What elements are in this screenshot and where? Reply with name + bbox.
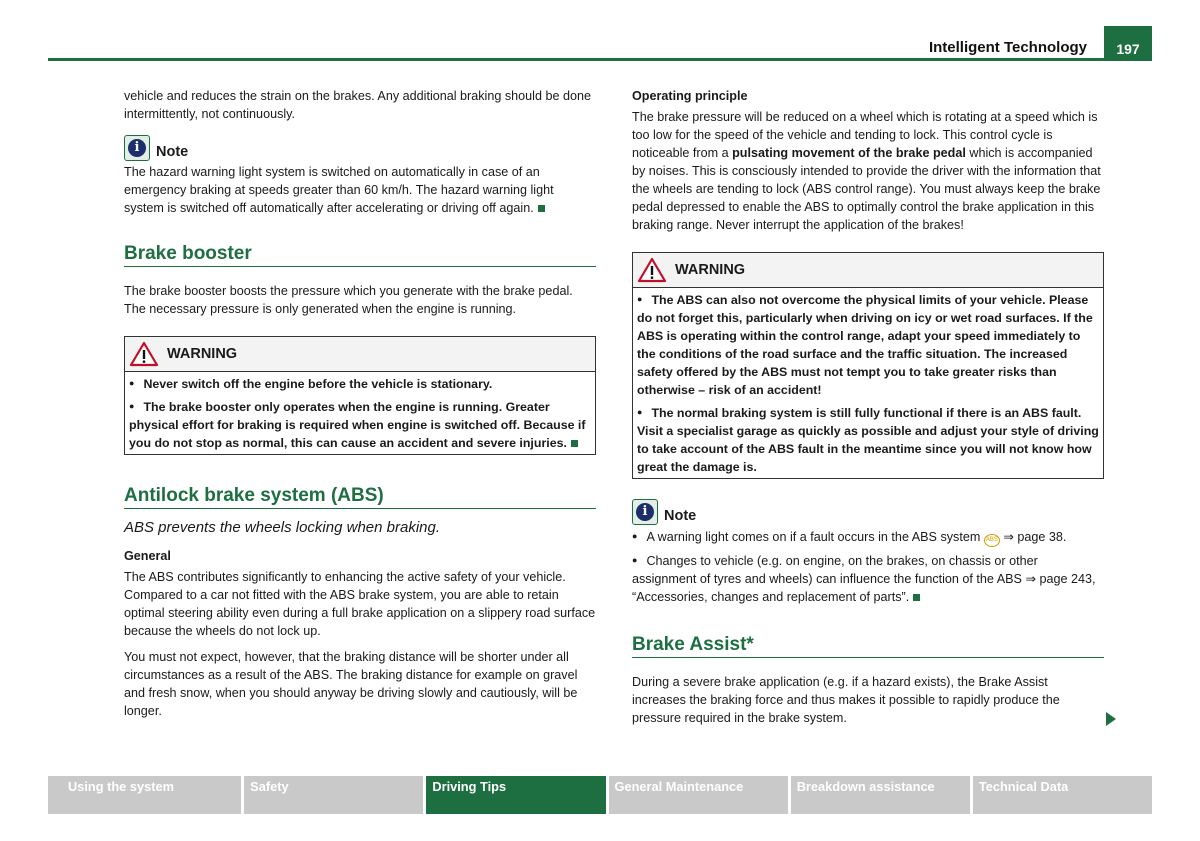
note-block: i Note ● A warning light comes on if a fault occurs in the ABS system ABS ⇒ page 38. ● Changes to vehicle (e.g. on engine, on the brakes, on chassis or other assignment of tyres and wheels) can influence the function of the ABS ⇒ page 243, “Accessories, changes and replacement of parts”. bbox=[632, 499, 1104, 606]
warning-title: WARNING bbox=[167, 346, 238, 362]
tab-general-maintenance[interactable]: General Maintenance bbox=[609, 776, 788, 814]
tab-technical-data[interactable]: Technical Data bbox=[973, 776, 1152, 814]
note-title: Note bbox=[664, 508, 697, 524]
running-header-title: Intelligent Technology bbox=[928, 39, 1087, 56]
tab-using-the-system[interactable]: Using the system bbox=[48, 776, 241, 814]
info-icon: i bbox=[124, 135, 150, 161]
brake-assist-heading: Brake Assist* bbox=[632, 636, 1104, 658]
warning-triangle-icon bbox=[637, 257, 667, 283]
abs-warning-light-icon: ABS bbox=[984, 534, 1000, 547]
info-icon: i bbox=[632, 499, 658, 525]
intro-paragraph: vehicle and reduces the strain on the brakes. Any additional braking should be done intermittently, not continuously. bbox=[124, 89, 591, 121]
warning-triangle-icon bbox=[129, 341, 159, 367]
chapter-tabs bbox=[48, 776, 1152, 814]
abs-general-paragraph-1: The ABS contributes significantly to enhancing the active safety of your vehicle. Compared to a car not fitted with the ABS brake system, you are able to retain optimal steering ability even during a full brake application on a slippery road surface because the wheels do not lock up. bbox=[124, 570, 596, 638]
end-mark-icon bbox=[538, 205, 545, 212]
warning-item: The brake booster only operates when the engine is running. Greater physical effort for braking is required when engine is switched off. Because if you do not stop as normal, this can cause an accident and severe injuries. bbox=[129, 400, 586, 450]
page-number: 197 bbox=[1104, 26, 1152, 60]
end-mark-icon bbox=[571, 440, 578, 447]
brake-booster-text: The brake booster boosts the pressure which you generate with the brake pedal. The necessary pressure is only generated when the engine is running. bbox=[124, 284, 573, 316]
note-title: Note bbox=[156, 144, 189, 160]
note-item: A warning light comes on if a fault occurs in the ABS system bbox=[646, 530, 981, 544]
header-rule bbox=[48, 58, 1152, 61]
note-item: Changes to vehicle (e.g. on engine, on the brakes, on chassis or other assignment of tyres and wheels) can influence the function of the ABS ⇒ page 243, “Accessories, changes and replacement of parts”. bbox=[632, 554, 1096, 604]
warning-item: ● The ABS can also not overcome the physical limits of your vehicle. Please do not forget this, particularly when driving on icy or wet road surfaces. If the ABS is operating within the control range, adapt your speed immediately to the conditions of the road surface and the traffic situation. The increased safety offered by the ABS must not tempt you to take greater risks than otherwise – risk of an accident! bbox=[637, 290, 1099, 399]
note-text: The hazard warning light system is switched on automatically in case of an emergency braking at speeds greater than 60 km/h. The hazard warning light system is switched off automatically after accelerating or driving off again. bbox=[124, 165, 554, 215]
abs-heading: Antilock brake system (ABS) bbox=[124, 487, 596, 509]
abs-general-paragraph-2: You must not expect, however, that the braking distance will be shorter under all circumstances as a result of the ABS. The braking distance for example on gravel and fresh snow, when you should anyway be driving slowly and cautiously, will be longer. bbox=[124, 650, 578, 718]
tab-driving-tips[interactable]: Driving Tips bbox=[426, 776, 605, 814]
left-column bbox=[124, 87, 596, 720]
warning-title: WARNING bbox=[675, 262, 746, 278]
warning-item: ● Never switch off the engine before the vehicle is stationary. bbox=[129, 374, 591, 393]
brake-booster-heading: Brake booster bbox=[124, 245, 596, 267]
tab-safety[interactable]: Safety bbox=[244, 776, 423, 814]
tab-breakdown-assistance[interactable]: Breakdown assistance bbox=[791, 776, 970, 814]
operating-principle-paragraph: The brake pressure will be reduced on a wheel which is rotating at a speed which is too low for the speed of the vehicle and tending to lock. This control cycle is noticeable from a pulsating movement of the brake pedal which is accompanied by noises. This is consciously intended to provide the driver with the information that the wheels are tending to lock (ABS control range). You must always keep the brake pedal depressed to enable the ABS to optimally control the brake application in this braking range. Never interrupt the application of the brakes! bbox=[632, 110, 1101, 232]
warning-box bbox=[632, 252, 1104, 479]
emphasis-text: pulsating movement of the brake pedal bbox=[732, 146, 966, 160]
general-subheading: General bbox=[124, 549, 171, 563]
warning-item: ● The normal braking system is still fully functional if there is an ABS fault. Visit a specialist garage as quickly as possible and adjust your style of driving to take account of the ABS fault in the meantime since you will not know how great the damage is. bbox=[637, 403, 1099, 476]
warning-box bbox=[124, 336, 596, 455]
right-column bbox=[632, 87, 1104, 727]
abs-lead: ABS prevents the wheels locking when braking. bbox=[124, 519, 441, 536]
next-page-arrow-icon[interactable] bbox=[1106, 712, 1116, 726]
end-mark-icon bbox=[913, 594, 920, 601]
brake-assist-text: During a severe brake application (e.g. if a hazard exists), the Brake Assist increases the braking force and thus makes it possible to rapidly produce the pressure required in the brake system. bbox=[632, 675, 1060, 725]
note-block bbox=[124, 135, 596, 217]
operating-principle-subheading: Operating principle bbox=[632, 89, 748, 103]
